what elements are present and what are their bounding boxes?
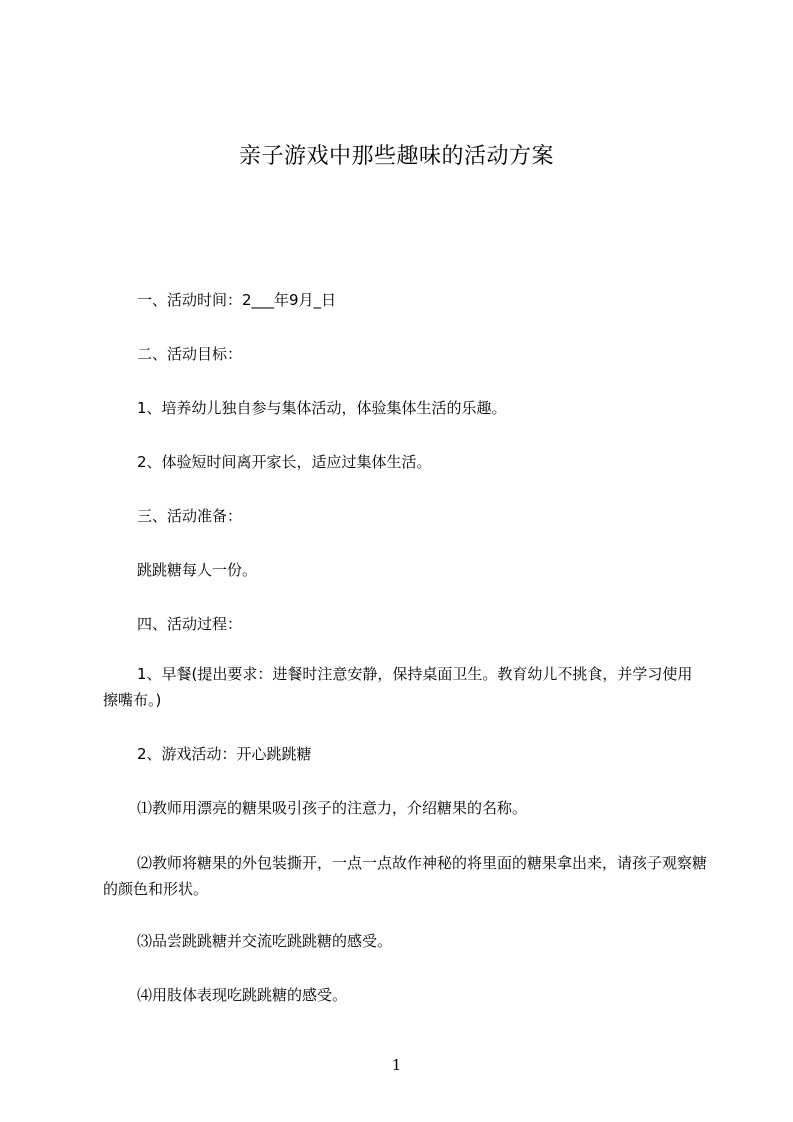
paragraph-preparation-item: 跳跳糖每人一份。 (137, 561, 258, 579)
paragraph-goal-2: 2、体验短时间离开家长，适应过集体生活。 (137, 453, 432, 471)
paragraph-substep-4: ⑷用肢体表现吃跳跳糖的感受。 (137, 986, 348, 1004)
paragraph-goal-1: 1、培养幼儿独自参与集体活动，体验集体生活的乐趣。 (137, 399, 507, 417)
document-title: 亲子游戏中那些趣味的活动方案 (238, 144, 554, 169)
paragraph-activity-goals-heading: 二、活动目标： (137, 345, 243, 363)
paragraph-substep-3: ⑶品尝跳跳糖并交流吃跳跳糖的感受。 (137, 932, 393, 950)
paragraph-substep-2: ⑵教师将糖果的外包装撕开，一点一点故作神秘的将里面的糖果拿出来，请孩子观察糖的颜色和形状。 (103, 854, 708, 898)
paragraph-process-step-2: 2、游戏活动：开心跳跳糖 (137, 745, 312, 763)
paragraph-activity-time: 一、活动时间：2___年9月_日 (137, 291, 337, 309)
paragraph-process-step-1: 1、早餐(提出要求：进餐时注意安静，保持桌面卫生。教育幼儿不挑食，并学习使用擦嘴布。) (103, 665, 693, 709)
paragraph-substep-1: ⑴教师用漂亮的糖果吸引孩子的注意力，介绍糖果的名称。 (137, 799, 528, 817)
page-number: 1 (391, 1056, 402, 1074)
paragraph-process-heading: 四、活动过程： (137, 615, 243, 633)
paragraph-preparation-heading: 三、活动准备： (137, 507, 243, 525)
